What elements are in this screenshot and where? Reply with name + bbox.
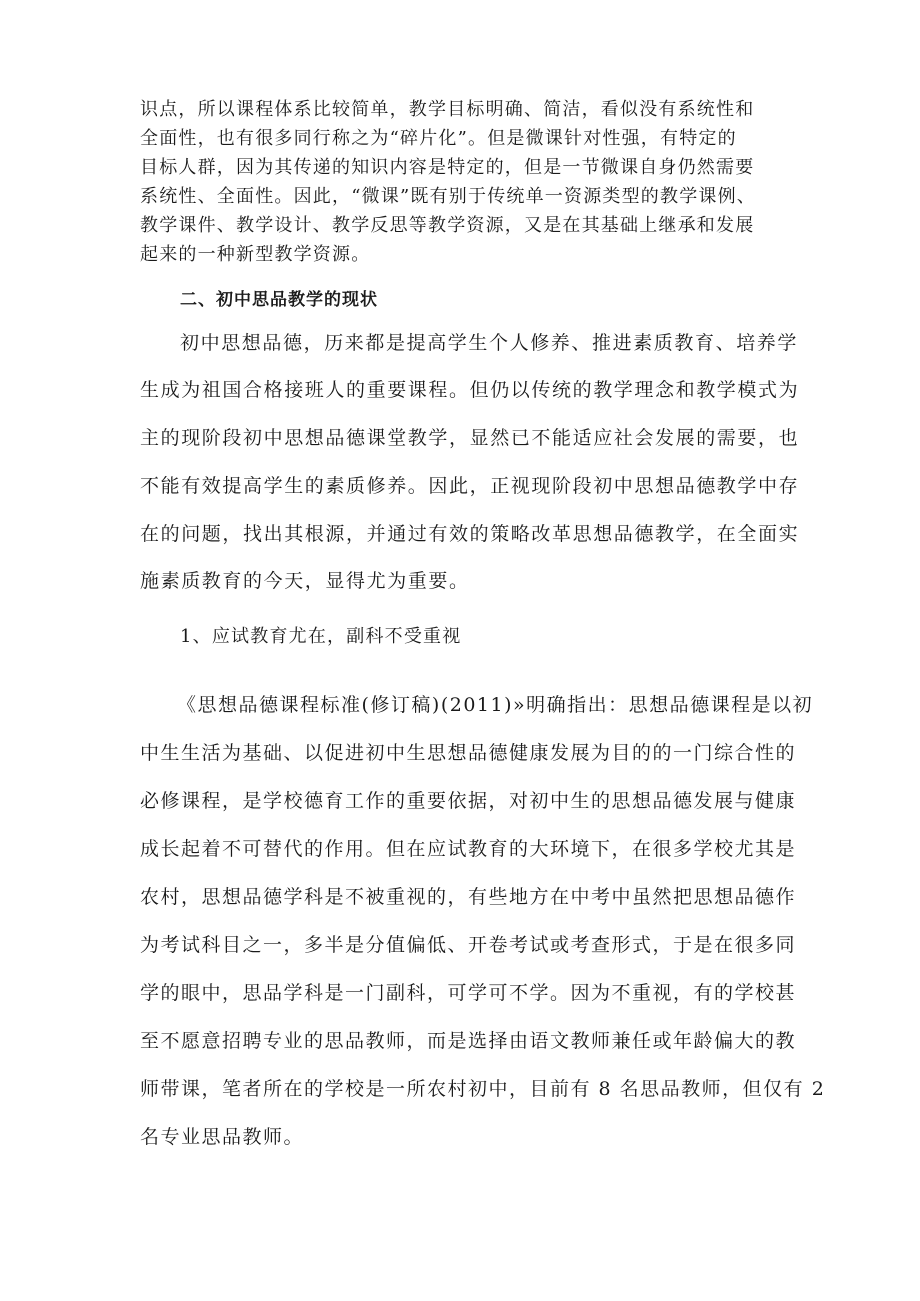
paragraph-line: 主的现阶段初中思想品德课堂教学，显然已不能适应社会发展的需要，也 bbox=[140, 427, 800, 449]
paragraph-line: 成长起着不可替代的作用。但在应试教育的大环境下，在很多学校尤其是 bbox=[140, 838, 797, 860]
paragraph-line: 初中思想品德，历来都是提高学生个人修养、推进素质教育、培养学 bbox=[180, 332, 799, 354]
paragraph-line: 中生生活为基础、以促进初中生思想品德健康发展为目的的一门综合性的 bbox=[140, 742, 797, 764]
paragraph-line: 必修课程，是学校德育工作的重要依据，对初中生的思想品德发展与健康 bbox=[140, 790, 797, 812]
subsection-heading: 1、应试教育尤在，副科不受重视 bbox=[180, 626, 462, 647]
paragraph-line: 学的眼中，思品学科是一门副科，可学可不学。因为不重视，有的学校甚 bbox=[140, 982, 797, 1004]
paragraph-line: 目标人群，因为其传递的知识内容是特定的，但是一节微课自身仍然需要 bbox=[140, 157, 755, 178]
paragraph-line: 名专业思品教师。 bbox=[140, 1126, 305, 1148]
paragraph-line: 为考试科目之一，多半是分值偏低、开卷考试或考查形式，于是在很多同 bbox=[140, 934, 797, 956]
section-heading: 二、初中思品教学的现状 bbox=[180, 290, 378, 310]
paragraph-line: 至不愿意招聘专业的思品教师，而是选择由语文教师兼任或年龄偏大的教 bbox=[140, 1030, 797, 1052]
paragraph-line: 识点，所以课程体系比较简单，教学目标明确、简洁，看似没有系统性和 bbox=[140, 99, 755, 120]
paragraph-line: 农村，思想品德学科是不被重视的，有些地方在中考中虽然把思想品德作 bbox=[140, 886, 797, 908]
paragraph-line: 施素质教育的今天，显得尤为重要。 bbox=[140, 570, 470, 592]
paragraph-line: 系统性、全面性。因此，“微课”既有别于传统单一资源类型的教学课例、 bbox=[140, 186, 757, 207]
paragraph-line: 生成为祖国合格接班人的重要课程。但仍以传统的教学理念和教学模式为 bbox=[140, 379, 800, 401]
paragraph-line: 教学课件、教学设计、教学反思等教学资源，又是在其基础上继承和发展 bbox=[140, 215, 755, 236]
paragraph-line: 起来的一种新型教学资源。 bbox=[140, 244, 371, 265]
paragraph-line: 全面性，也有很多同行称之为“碎片化”。但是微课针对性强，有特定的 bbox=[140, 128, 737, 149]
paragraph-line: 《思想品德课程标准(修订稿)(2011)»明确指出：思想品德课程是以初 bbox=[177, 694, 814, 716]
paragraph-line: 师带课，笔者所在的学校是一所农村初中，目前有 8 名思品教师，但仅有 2 bbox=[140, 1078, 826, 1100]
paragraph-line: 不能有效提高学生的素质修养。因此，正视现阶段初中思想品德教学中存 bbox=[140, 475, 800, 497]
paragraph-line: 在的问题，找出其根源，并通过有效的策略改革思想品德教学，在全面实 bbox=[140, 523, 800, 545]
